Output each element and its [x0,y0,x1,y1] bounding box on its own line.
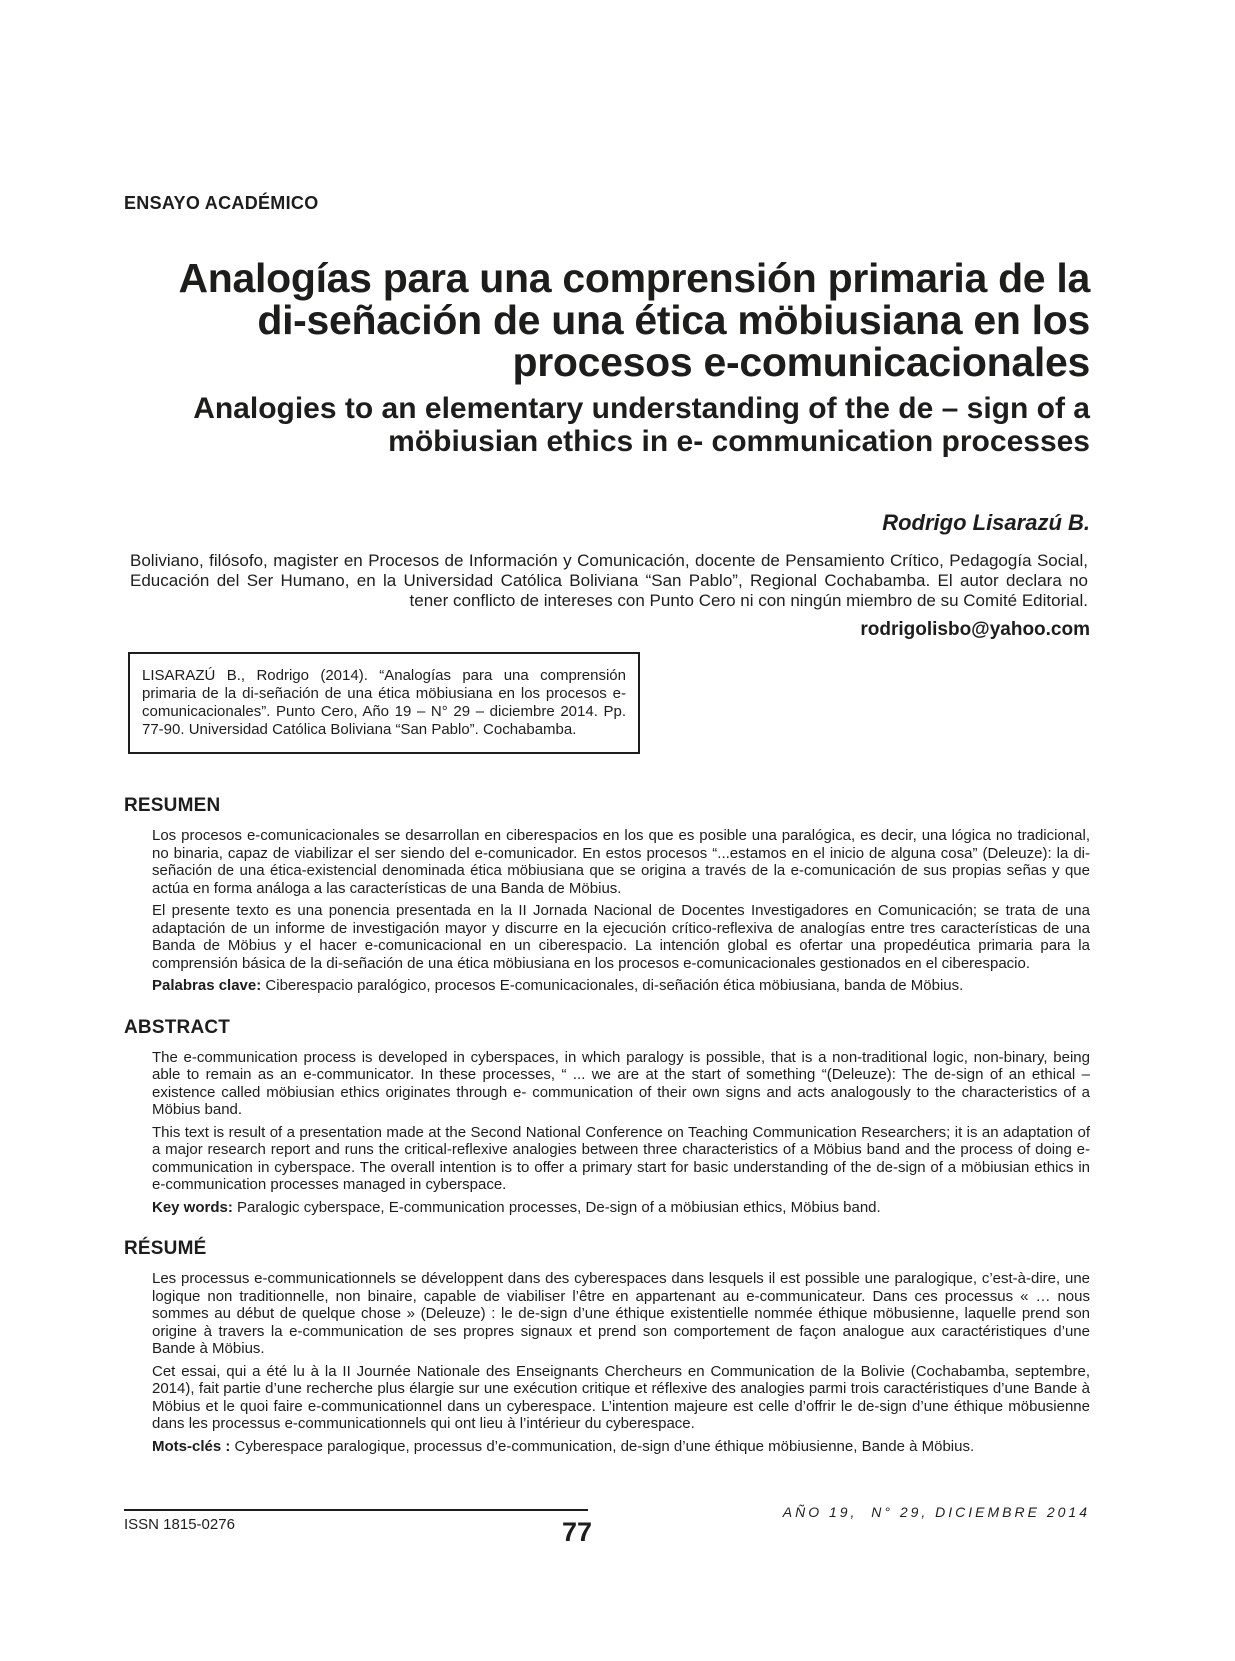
resume-keywords-label: Mots-clés : [152,1437,231,1455]
article-title-spanish-text: Analogías para una comprensión primaria de la di-señación de una ética möbiusiana en los procesos e-comunicacionales [178,255,1090,385]
footer-page-number: 77 [561,1517,593,1547]
article-body [124,795,1090,1455]
resumen-paragraph-2: El presente texto es una ponencia presentada en la II Jornada Nacional de Docentes Investigadores en Comunicación; se trata de una adaptación de un informe de investigación mayor y discurre en la ejecución crítico-reflexiva de analogías entre tres características de una Banda de Möbius y el hacer e-comunicacional en un ciberespacio. La intención global es ofertar una propedéutica primaria para la comprensión básica de la di-señación de una ética möbiusiana en los procesos e-comunicacionales gestionados en el ciberespacio. [152,902,1090,972]
footer-issn: ISSN 1815-0276 [124,1509,588,1533]
abstract-keywords-text: Paralogic cyberspace, E-communication processes, De-sign of a möbiusian ethics, Möbius band. [232,1198,881,1216]
abstract-keywords-label: Key words: [152,1198,233,1216]
abstract-paragraph-1: The e-communication process is developed in cyberspaces, in which paralogy is possible, that is a non-traditional logic, non-binary, being able to remain as an e-communicator. In these processes, “ ... we are at the start of something “(Deleuze): The de-sign of an ethical – existence called möbiusian ethics originates through e- communication of their own signs and acts analogously to the characteristics of a Möbius band. [152,1048,1090,1118]
author-bio: Boliviano, filósofo, magister en Procesos de Información y Comunicación, docente de Pensamiento Crítico, Pedagogía Social, Educación del Ser Humano, en la Universidad Católica Boliviana “San Pablo”, Regional Cochabamba. El autor declara no tener conflicto de intereses con Punto Cero ni con ningún miembro de su Comité Editorial. [130,551,1088,610]
footer-issue-info: AÑO 19, N° 29, DICIEMBRE 2014 [782,1504,1090,1520]
resume-heading: RÉSUMÉ [124,1238,207,1259]
resume-paragraph-2: Cet essai, qui a été lu à la II Journée Nationale des Enseignants Chercheurs en Communication de la Bolivie (Cochabamba, septembre, 2014), fait partie d’une recherche plus élargie sur une exécution critique et réflexive des analogies parmi trois caractéristiques d’une Bande à Möbius et le quoi faire e-communicationnel dans un cyberespace. L’intention majeure est celle d’offrir le de-sign d’une éthique möbusienne dans les processus e-communicationnels qui ont lieu à l’intérieur du cyberespace. [152,1362,1090,1432]
resumen-keywords-label: Palabras clave: [152,977,262,994]
resumen-keywords-text: Ciberespacio paralógico, procesos E-comunicacionales, di-señación ética möbiusiana, banda de Möbius. [261,977,964,994]
resumen-keywords [124,977,1090,995]
article-title-english [124,392,1090,458]
article-title-spanish [124,257,1090,384]
section-resume [124,1238,1090,1455]
author-email: rodrigolisbo@yahoo.com [860,619,1090,640]
resume-keywords [124,1438,1090,1456]
abstract-paragraph-2: This text is result of a presentation made at the Second National Conference on Teaching Communication Researchers; it is an adaptation of a major research report and runs the critical-reflexive analogies between three characteristics of a Möbius band and the process of doing e- communication in cyberspace. The overall intention is to offer a primary start for basic understanding of the de-sign of a möbiusian ethics in e-communication processes managed in cyberspace. [152,1123,1090,1193]
resume-paragraph-1: Les processus e-communicationnels se développent dans des cyberespaces dans lesquels il est possible une paralogique, c’est-à-dire, une logique non traditionnelle, non binaire, capable de viabiliser l’être en appartenant au e-communicateur. Dans ces processus « … nous sommes au début de quelque chose » (Deleuze) : le de-sign d’une éthique existentielle nommée éthique möbusienne, laquelle prend son origine à travers la e-communication de ses propres signaux et prend son comportement de façon analogue aux caractéristiques d’une Bande à Möbius. [152,1270,1090,1357]
article-category: ENSAYO ACADÉMICO [124,193,319,213]
resume-keywords-text: Cyberespace paralogique, processus d’e-communication, de-sign d’une éthique möbiusienne, Bande à Möbius. [230,1437,975,1455]
resumen-paragraph-1: Los procesos e-comunicacionales se desarrollan en ciberespacios en los que es posible una paralógica, es decir, una lógica no tradicional, no binaria, capaz de viabilizar el ser siendo del e-comunicador. En estos procesos “...estamos en el inicio de alguna cosa” (Deleuze): la di-señación de una ética-existencial denominada ética möbiusiana que se origina a través de la e-comunicación de sus propias señas y que actúa en forma análoga a las características de una Banda de Möbius. [152,827,1090,897]
article-title-english-text: Analogies to an elementary understanding of the de – sign of a möbiusian ethics in e- communication processes [193,392,1090,458]
resumen-heading: RESUMEN [124,795,221,816]
citation-box [128,652,640,754]
abstract-heading: ABSTRACT [124,1016,231,1038]
section-resumen [124,795,1090,995]
author-name: Rodrigo Lisarazú B. [882,510,1090,535]
citation-text: LISARAZÚ B., Rodrigo (2014). “Analogías para una comprensión primaria de la di-señación de una ética möbiusiana en los procesos e-comunicacionales”. Punto Cero, Año 19 – N° 29 – diciembre 2014. Pp. 77-90. Universidad Católica Boliviana “San Pablo”. Cochabamba. [142,667,626,738]
abstract-keywords [124,1199,1090,1217]
section-abstract [124,1017,1090,1217]
